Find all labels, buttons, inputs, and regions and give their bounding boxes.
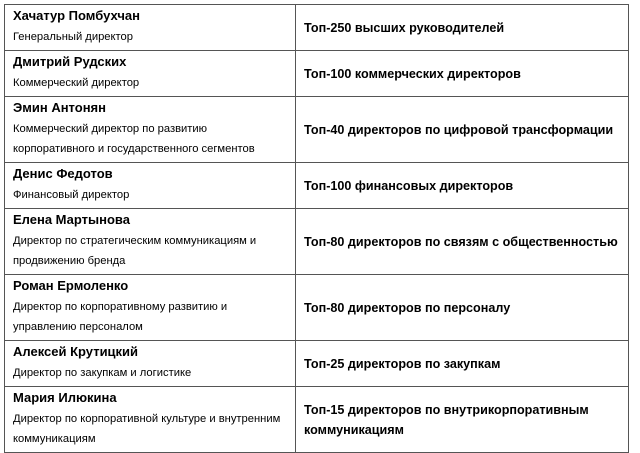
person-cell bbox=[5, 387, 296, 453]
person-title: Коммерческий директор по развитию корпоративного и государственного сегментов bbox=[13, 123, 255, 155]
table-row bbox=[5, 163, 629, 209]
person-cell bbox=[5, 209, 296, 275]
person-cell bbox=[5, 163, 296, 209]
person-name: Денис Федотов bbox=[13, 166, 113, 181]
person-cell bbox=[5, 341, 296, 387]
person-name: Дмитрий Рудских bbox=[13, 54, 127, 69]
rating-text: Топ-40 директоров по цифровой трансформации bbox=[304, 122, 614, 137]
rating-cell bbox=[296, 209, 629, 275]
person-name: Хачатур Помбухчан bbox=[13, 8, 140, 23]
person-title: Директор по корпоративному развитию и управлению персоналом bbox=[13, 301, 228, 333]
rating-cell bbox=[296, 341, 629, 387]
table-row bbox=[5, 275, 629, 341]
rating-cell bbox=[296, 275, 629, 341]
rating-cell bbox=[296, 51, 629, 97]
person-title: Финансовый директор bbox=[13, 189, 130, 201]
rating-text: Топ-15 директоров по внутрикорпоративным коммуникациям bbox=[304, 402, 589, 437]
rating-cell bbox=[296, 5, 629, 51]
person-title: Генеральный директор bbox=[13, 31, 133, 43]
rating-text: Топ-25 директоров по закупкам bbox=[304, 356, 501, 371]
person-title: Коммерческий директор bbox=[13, 77, 140, 89]
person-name: Мария Илюкина bbox=[13, 390, 117, 405]
rating-cell bbox=[296, 97, 629, 163]
person-name: Елена Мартынова bbox=[13, 212, 130, 227]
rating-cell bbox=[296, 163, 629, 209]
table-row bbox=[5, 51, 629, 97]
person-cell bbox=[5, 51, 296, 97]
person-cell bbox=[5, 5, 296, 51]
table-row bbox=[5, 387, 629, 453]
table-row bbox=[5, 5, 629, 51]
person-name: Эмин Антонян bbox=[13, 100, 106, 115]
person-cell bbox=[5, 97, 296, 163]
rating-text: Топ-80 директоров по персоналу bbox=[304, 300, 511, 315]
person-title: Директор по закупкам и логистике bbox=[13, 367, 192, 379]
table-row bbox=[5, 209, 629, 275]
person-title: Директор по корпоративной культуре и внутренним коммуникациям bbox=[13, 413, 281, 445]
person-title: Директор по стратегическим коммуникациям и продвижению бренда bbox=[13, 235, 257, 267]
rating-cell bbox=[296, 387, 629, 453]
table-row bbox=[5, 341, 629, 387]
person-name: Роман Ермоленко bbox=[13, 278, 129, 293]
rating-text: Топ-100 финансовых директоров bbox=[304, 178, 514, 193]
person-cell bbox=[5, 275, 296, 341]
table-row bbox=[5, 97, 629, 163]
person-name: Алексей Крутицкий bbox=[13, 344, 139, 359]
rating-text: Топ-80 директоров по связям с общественностью bbox=[304, 234, 618, 249]
rating-text: Топ-100 коммерческих директоров bbox=[304, 66, 521, 81]
executive-ratings-table bbox=[4, 4, 629, 453]
rating-text: Топ-250 высших руководителей bbox=[304, 20, 505, 35]
